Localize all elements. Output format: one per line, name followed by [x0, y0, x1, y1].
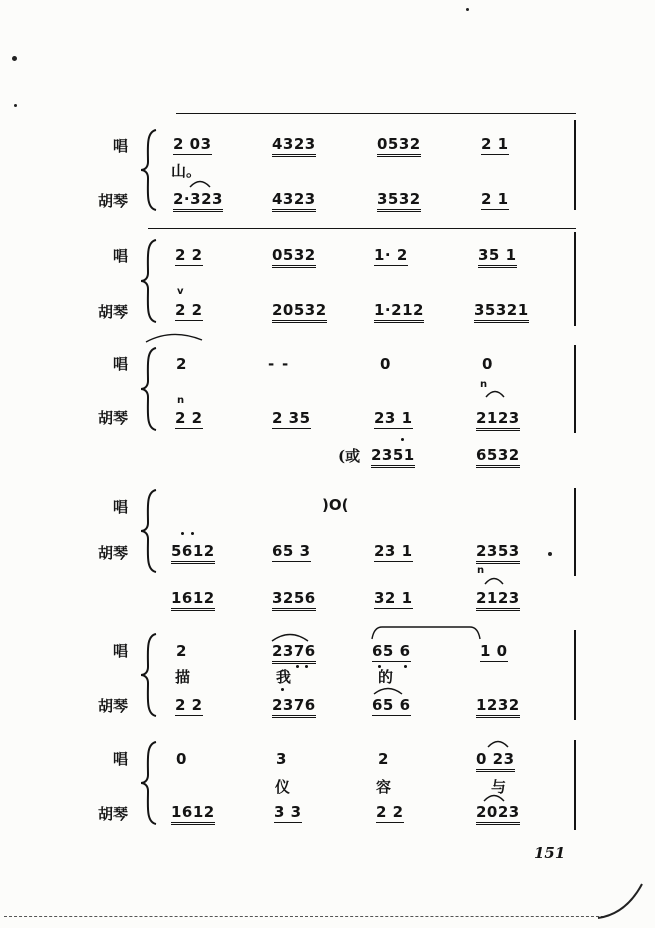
- note-group: 2·323: [173, 190, 223, 212]
- note: 2: [176, 355, 187, 373]
- note-group: 2023: [476, 803, 520, 825]
- slur-mark: [483, 575, 505, 585]
- note-group: 4323: [272, 190, 316, 212]
- note-group: 65 3: [272, 542, 311, 560]
- note-group: 2 35: [272, 409, 311, 427]
- bow-mark: v: [177, 286, 184, 297]
- huqin-label: 胡琴: [97, 409, 128, 427]
- octave-dot: [305, 665, 308, 668]
- note: 0: [380, 355, 391, 373]
- lyric: 的: [378, 668, 394, 686]
- note-group: 6532: [476, 446, 520, 468]
- system-1-barline: [574, 120, 576, 210]
- lyric: 与: [491, 778, 507, 796]
- lyric: 仪: [275, 778, 291, 796]
- sing-label: 唱: [112, 750, 128, 768]
- octave-dot: [281, 688, 284, 691]
- finger-mark: n: [480, 379, 488, 390]
- finger-mark: n: [177, 395, 185, 406]
- slur-mark: [270, 630, 310, 642]
- octave-dot: [296, 665, 299, 668]
- note: 2: [378, 750, 389, 768]
- note-group: 1 0: [480, 642, 508, 660]
- note-group: 23 1: [374, 542, 413, 560]
- note-group: 35 1: [478, 246, 517, 268]
- scan-speck: [466, 8, 469, 11]
- page-number: 151: [534, 844, 566, 862]
- lyric: 山。: [171, 162, 202, 180]
- note-group: 2376: [272, 642, 316, 664]
- scan-speck: [14, 104, 17, 107]
- system-5-brace: [140, 632, 158, 718]
- note-group: 2353: [476, 542, 520, 564]
- scan-speck: [548, 552, 552, 556]
- note-group: 35321: [474, 301, 529, 323]
- system-1-bracket-line: [176, 113, 576, 114]
- note-group: 1· 2: [374, 246, 408, 264]
- scan-speck: [12, 56, 17, 61]
- huqin-label: 胡琴: [97, 697, 128, 715]
- note-group: 2351: [371, 446, 415, 468]
- system-5-barline: [574, 630, 576, 720]
- system-4-brace: [140, 488, 158, 574]
- alternate-prefix: (或: [338, 447, 361, 465]
- page-curl: [596, 880, 646, 920]
- note-group: 2 2: [175, 409, 203, 427]
- system-2-barline: [574, 232, 576, 326]
- note-group: 3 3: [274, 803, 302, 821]
- note-group: 2 2: [376, 803, 404, 821]
- sing-label: 唱: [112, 642, 128, 660]
- note: 2: [176, 642, 187, 660]
- lyric: 容: [376, 778, 392, 796]
- huqin-label: 胡琴: [97, 805, 128, 823]
- octave-dot: [404, 665, 407, 668]
- note-group: 1232: [476, 696, 520, 718]
- system-1-brace: [140, 128, 158, 212]
- slur-mark: [486, 738, 510, 748]
- system-3-brace: [140, 346, 158, 432]
- note-group: 2 2: [175, 246, 203, 264]
- slur-mark: [482, 792, 506, 802]
- phrase-bracket: [370, 624, 482, 640]
- system-2-bracket-line: [148, 228, 576, 229]
- note: 3: [276, 750, 287, 768]
- note-group: 0532: [377, 135, 421, 157]
- system-3-barline: [574, 345, 576, 433]
- octave-dot: [401, 438, 404, 441]
- note-group: 2 03: [173, 135, 212, 153]
- note-group: 2 2: [175, 696, 203, 714]
- system-6-brace: [140, 740, 158, 826]
- note-group: 65 6: [372, 642, 411, 660]
- note-group: 2376: [272, 696, 316, 718]
- phrase-mark: [144, 328, 204, 344]
- note: 0: [176, 750, 187, 768]
- lyric: 我: [276, 668, 292, 686]
- system-6-barline: [574, 740, 576, 830]
- system-4-barline: [574, 488, 576, 576]
- note-group: 1·212: [374, 301, 424, 323]
- slur-mark: [484, 388, 506, 398]
- finger-mark: n: [477, 565, 485, 576]
- sing-label: 唱: [112, 247, 128, 265]
- sing-label: 唱: [112, 355, 128, 373]
- sing-label: 唱: [112, 137, 128, 155]
- slur-mark: [188, 178, 212, 188]
- note-group: 2123: [476, 589, 520, 611]
- rest-mark: )O(: [322, 496, 349, 514]
- system-2-brace: [140, 238, 158, 324]
- dash: -: [268, 355, 275, 373]
- note-group: 0 23: [476, 750, 515, 772]
- slur-mark: [372, 685, 404, 695]
- note-group: 4323: [272, 135, 316, 157]
- octave-dot: [191, 532, 194, 535]
- note-group: 20532: [272, 301, 327, 323]
- scan-edge: [4, 916, 604, 917]
- huqin-label: 胡琴: [97, 544, 128, 562]
- note-group: 2 1: [481, 135, 509, 153]
- note-group: 0532: [272, 246, 316, 268]
- note-group: 5612: [171, 542, 215, 564]
- huqin-label: 胡琴: [97, 192, 128, 210]
- note-group: 3256: [272, 589, 316, 611]
- note: 0: [482, 355, 493, 373]
- note-group: 23 1: [374, 409, 413, 427]
- note-group: 65 6: [372, 696, 411, 714]
- note-group: 32 1: [374, 589, 413, 607]
- note-group: 1612: [171, 589, 215, 611]
- huqin-label: 胡琴: [97, 303, 128, 321]
- note-group: 1612: [171, 803, 215, 825]
- sing-label: 唱: [112, 498, 128, 516]
- note-group: 3532: [377, 190, 421, 212]
- lyric: 描: [175, 668, 191, 686]
- octave-dot: [181, 532, 184, 535]
- note-group: 2123: [476, 409, 520, 431]
- note-group: 2 1: [481, 190, 509, 208]
- note-group: 2 2: [175, 301, 203, 319]
- dash: -: [282, 355, 289, 373]
